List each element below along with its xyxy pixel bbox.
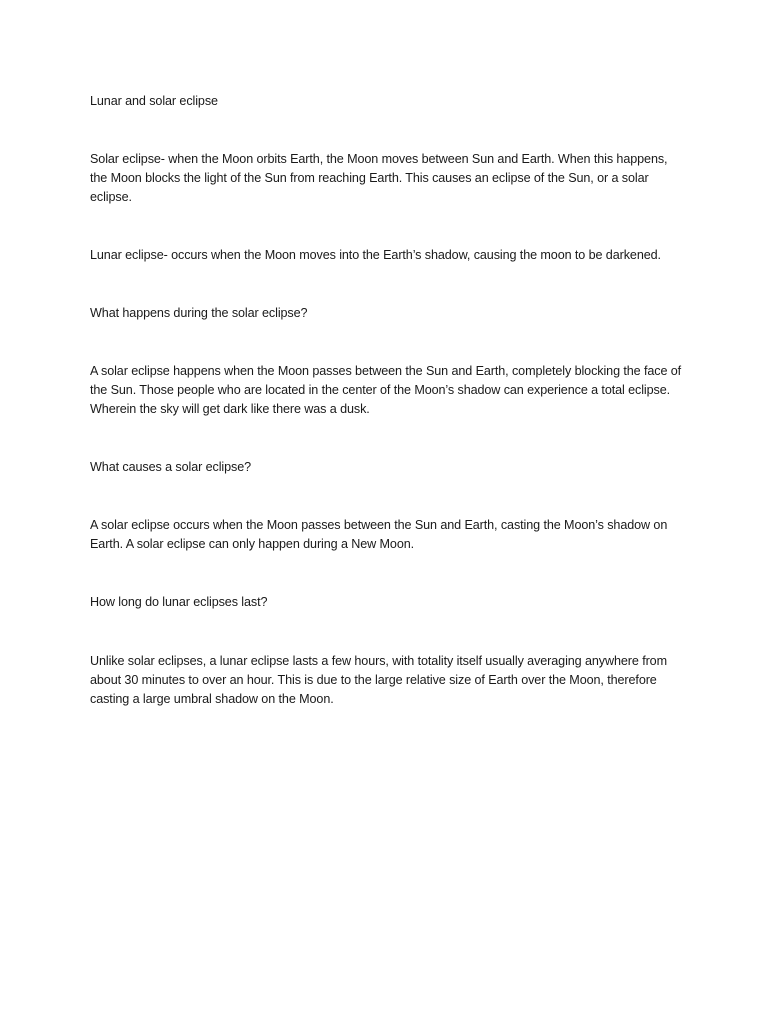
question-what-causes-solar-eclipse: What causes a solar eclipse? <box>90 460 251 474</box>
paragraph-lunar-eclipse-definition: Lunar eclipse- occurs when the Moon moves into the Earth’s shadow, causing the moon to be darkened. <box>90 248 661 262</box>
paragraph-solar-eclipse-definition: Solar eclipse- when the Moon orbits Earth, the Moon moves between Sun and Earth. When this happens, the Moon blocks the light of the Sun from reaching Earth. This causes an eclipse of the Sun, or a solar eclipse. <box>90 152 668 204</box>
question-what-happens-solar-eclipse: What happens during the solar eclipse? <box>90 306 308 320</box>
document-title: Lunar and solar eclipse <box>90 94 218 108</box>
answer-what-causes-solar-eclipse: A solar eclipse occurs when the Moon passes between the Sun and Earth, casting the Moon’s shadow on Earth. A solar eclipse can only happen during a New Moon. <box>90 518 668 551</box>
answer-how-long-lunar-eclipses: Unlike solar eclipses, a lunar eclipse lasts a few hours, with totality itself usually averaging anywhere from about 30 minutes to over an hour. This is due to the large relative size of Earth over the Moon, therefore casting a large umbral shadow on the Moon. <box>90 654 667 706</box>
question-how-long-lunar-eclipses: How long do lunar eclipses last? <box>90 595 268 609</box>
answer-what-happens-solar-eclipse: A solar eclipse happens when the Moon passes between the Sun and Earth, completely blocking the face of the Sun. Those people who are located in the center of the Moon’s shadow can experience a total eclipse. Wherein the sky will get dark like there was a dusk. <box>90 364 682 416</box>
